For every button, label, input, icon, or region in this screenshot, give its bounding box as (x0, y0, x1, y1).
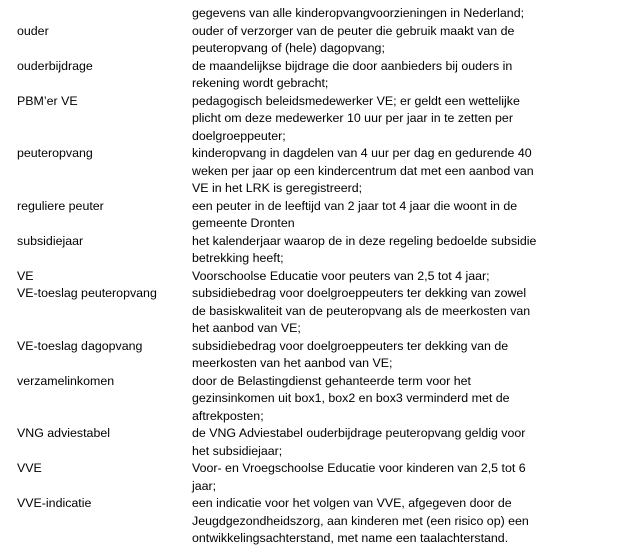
glossary-definition (192, 338, 617, 373)
glossary-definition-line: plicht om deze medewerker 10 uur per jaar in te zetten per (192, 111, 513, 125)
glossary-row (0, 285, 617, 338)
glossary-definition (192, 145, 617, 198)
glossary-definition-line: een indicatie voor het volgen van VVE, afgegeven door de (192, 496, 512, 510)
glossary-term: subsidiejaar (17, 233, 84, 248)
glossary-definition-line: rekening wordt gebracht; (192, 76, 329, 90)
glossary-definition-line: doelgroeppeuter; (192, 128, 286, 143)
glossary-row (0, 233, 617, 268)
glossary-definition-line: gezinsinkomen uit box1, box2 en box3 verminderd met de (192, 391, 510, 405)
glossary-term: VE-toeslag dagopvang (17, 338, 143, 353)
glossary-term: ouder (17, 23, 49, 38)
glossary-definition-line: subsidiebedrag voor doelgroeppeuters ter dekking van de (192, 338, 509, 353)
glossary-definition-line: VE in het LRK is geregistreerd; (192, 181, 363, 195)
glossary-definition-line: subsidiebedrag voor doelgroeppeuters ter dekking van zowel (192, 286, 527, 300)
glossary-definition-line: Voorschoolse Educatie voor peuters van 2,5 tot 4 jaar; (192, 268, 490, 283)
glossary-definition-line: ontwikkelingsachterstand, met name een taalachterstand. (192, 531, 509, 545)
glossary-definition-line: weken per jaar op een kindercentrum dat met een aanbod van (192, 163, 534, 178)
glossary-row (0, 425, 617, 460)
glossary-definition-line: kinderopvang in dagdelen van 4 uur per dag en gedurende 40 (192, 146, 532, 160)
glossary-definition-line: pedagogisch beleidsmedewerker VE; er geldt een wettelijke (192, 93, 520, 108)
glossary-row (0, 23, 617, 58)
glossary-definition-line: de basiskwaliteit van de peuteropvang als de meerkosten van (192, 303, 531, 318)
glossary-row (0, 338, 617, 373)
glossary-definition-line: ouder of verzorger van de peuter die gebruik maakt van de (192, 23, 515, 38)
glossary-term: peuteropvang (17, 146, 93, 160)
glossary-definition-line: de VNG Adviestabel ouderbijdrage peuteropvang geldig voor (192, 426, 526, 440)
glossary-definition-line: meerkosten van het aanbod van VE; (192, 356, 393, 370)
glossary-definition-line: jaar; (192, 478, 217, 493)
glossary-term: VE-toeslag peuteropvang (17, 286, 157, 300)
glossary-definition-line: betrekking heeft; (192, 251, 284, 265)
glossary-definition (192, 460, 617, 495)
glossary-definition (192, 23, 617, 58)
glossary-definition (192, 425, 617, 460)
glossary-row (0, 373, 617, 426)
glossary-definition (192, 5, 617, 23)
glossary-definition-line: het subsidiejaar; (192, 443, 283, 458)
glossary-definition-line: gegevens van alle kinderopvangvoorzieningen in Nederland; (192, 6, 525, 20)
glossary-row (0, 268, 617, 286)
glossary-term: VVE-indicatie (17, 496, 92, 510)
glossary-term: VE (17, 268, 34, 283)
glossary-definition-line: peuteropvang of (hele) dagopvang; (192, 41, 385, 55)
glossary-definition (192, 495, 617, 548)
glossary-term: ouderbijdrage (17, 58, 93, 73)
glossary-definition-line: het aanbod van VE; (192, 321, 301, 335)
glossary-definition-line: Voor- en Vroegschoolse Educatie voor kinderen van 2,5 tot 6 (192, 461, 526, 475)
glossary-term: reguliere peuter (17, 198, 104, 213)
glossary-definition-line: het kalenderjaar waarop de in deze regeling bedoelde subsidie (192, 233, 537, 248)
glossary-definition (192, 285, 617, 338)
glossary-row (0, 198, 617, 233)
glossary-definition (192, 93, 617, 146)
glossary-definition (192, 58, 617, 93)
glossary-definition (192, 268, 617, 286)
glossary-row (0, 145, 617, 198)
glossary-definition (192, 233, 617, 268)
glossary-definition-line: een peuter in de leeftijd van 2 jaar tot 4 jaar die woont in de (192, 198, 518, 213)
glossary-row (0, 460, 617, 495)
glossary-row (0, 495, 617, 548)
glossary-term: VVE (17, 461, 42, 475)
glossary-definition-line: Jeugdgezondheidszorg, aan kinderen met (een risico op) een (192, 513, 529, 528)
glossary-definition (192, 198, 617, 233)
glossary-row (0, 58, 617, 93)
glossary-definition (192, 373, 617, 426)
glossary-term: VNG adviestabel (17, 426, 110, 440)
glossary-definition-line: aftrekposten; (192, 408, 264, 423)
glossary-term: verzamelinkomen (17, 373, 115, 388)
glossary-row (0, 93, 617, 146)
glossary-term: PBM’er VE (17, 93, 78, 108)
glossary-definition-line: de maandelijkse bijdrage die door aanbieders bij ouders in (192, 58, 513, 73)
glossary-definition-line: door de Belastingdienst gehanteerde term voor het (192, 373, 471, 388)
glossary-row (0, 5, 617, 23)
glossary-definition-line: gemeente Dronten (192, 216, 295, 230)
